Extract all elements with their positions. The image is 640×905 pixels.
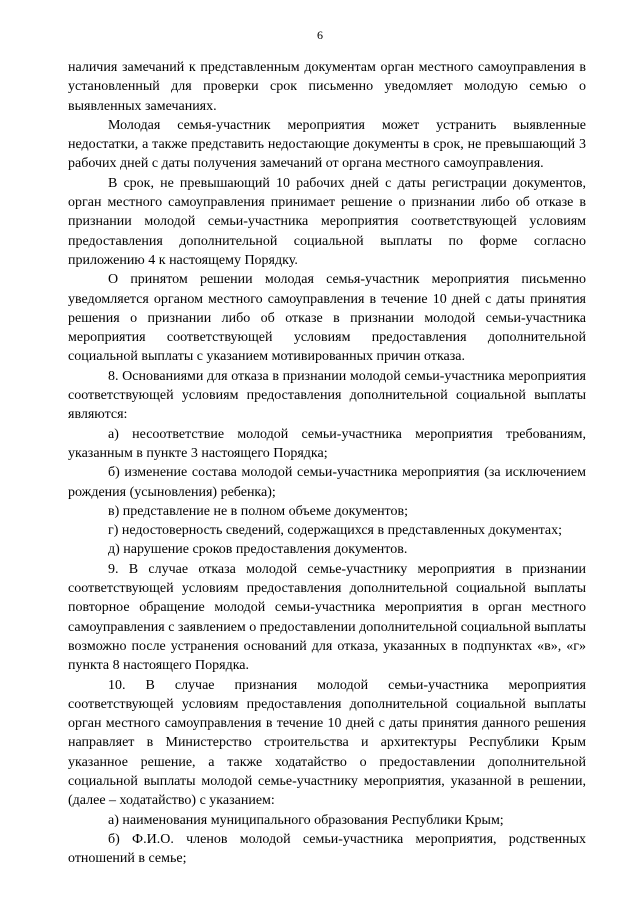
paragraph: О принятом решении молодая семья-участник мероприятия письменно уведомляется органом местного самоуправления в течение 10 дней с даты принятия решения о признании либо об отказе в признании молодой семьи-участника мероприятия соответствующей условиям предоставления дополнительной социальной выплаты с указанием мотивированных причин отказа. xyxy=(68,272,586,365)
section-8-heading: 8. Основаниями для отказа в признании молодой семьи-участника мероприятия соответствующей условиям предоставления дополнительной социальной выплаты являются: xyxy=(68,368,586,423)
section-10-paragraph: 10. В случае признания молодой семьи-участника мероприятия соответствующей условиям предоставления дополнительной социальной выплаты орган местного самоуправления в течение 10 дней с даты принятия данного решения направляет в Министерство строительства и архитектуры Республики Крым указанное решение, а также ходатайство о предоставлении дополнительной социальной выплаты молодой семье-участнику мероприятия, указанной в решении, (далее – ходатайство) с указанием: xyxy=(68,677,586,809)
page-number: 6 xyxy=(317,28,323,42)
paragraph: наличия замечаний к представленным документам орган местного самоуправления в установленный для проверки срок письменно уведомляет молодую семью о выявленных замечаниях. xyxy=(68,60,586,114)
list-item: в) представление не в полном объеме документов; xyxy=(108,503,408,519)
list-item: д) нарушение сроков предоставления документов. xyxy=(108,542,408,558)
list-item: г) недостоверность сведений, содержащихся в представленных документах; xyxy=(108,523,562,539)
list-item: б) Ф.И.О. членов молодой семьи-участника мероприятия, родственных отношений в семье; xyxy=(68,831,586,867)
list-item: б) изменение состава молодой семьи-участника мероприятия (за исключением рождения (усыновления) ребенка); xyxy=(68,465,586,500)
list-item: а) несоответствие молодой семьи-участника мероприятия требованиям, указанным в пункте 3 настоящего Порядка; xyxy=(68,426,586,461)
list-item: а) наименования муниципального образования Республики Крым; xyxy=(108,812,504,828)
paragraph: В срок, не превышающий 10 рабочих дней с даты регистрации документов, орган местного самоуправления принимает решение о признании либо об отказе в признании молодой семьи-участника мероприятия соответствующей условиям предоставления дополнительной социальной выплаты по форме согласно приложению 4 к настоящему Порядку. xyxy=(68,175,586,268)
paragraph: Молодая семья-участник мероприятия может устранить выявленные недостатки, а также представить недостающие документы в срок, не превышающий 3 рабочих дней с даты получения замечаний от органа местного самоуправления. xyxy=(68,117,586,172)
section-9-paragraph: 9. В случае отказа молодой семье-участнику мероприятия в признании соответствующей условиям предоставления дополнительной социальной выплаты повторное обращение молодой семьи-участника мероприятия в орган местного самоуправления с заявлением о предоставлении дополнительной социальной выплаты возможно после устранения оснований для отказа, указанных в подпунктах «в», «г» пункта 8 настоящего Порядка. xyxy=(68,561,586,674)
document-body xyxy=(68,58,586,868)
